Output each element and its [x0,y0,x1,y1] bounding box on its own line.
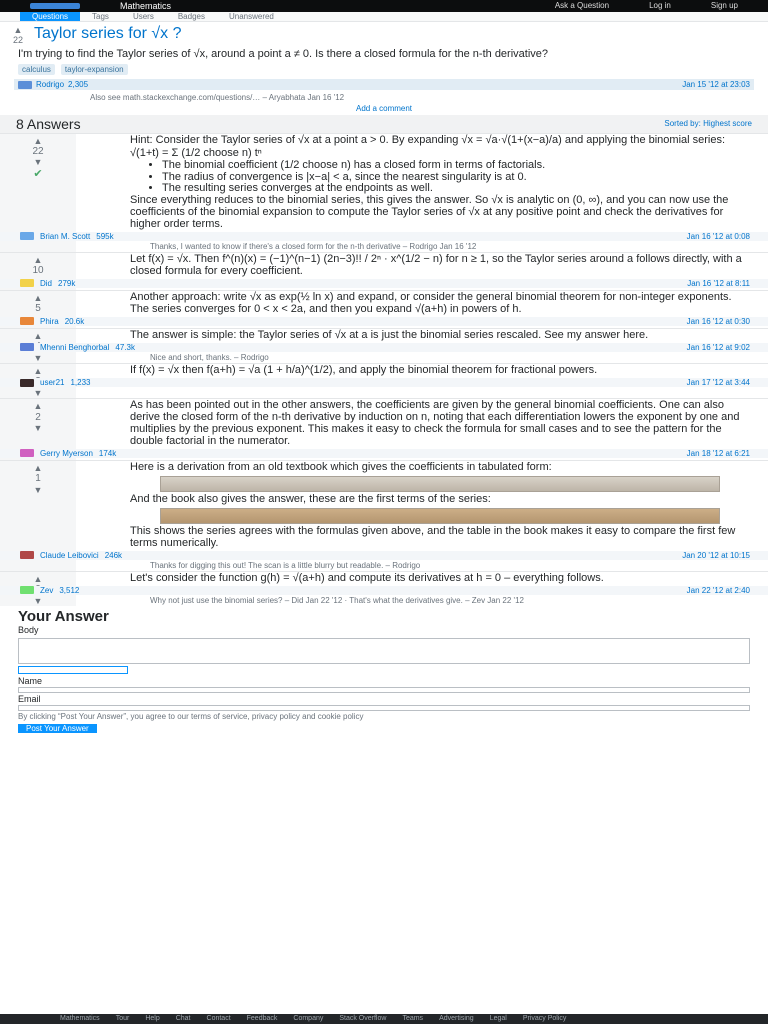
answer-date: Jan 16 '12 at 8:11 [687,278,750,288]
site-name[interactable]: Mathematics [120,0,172,11]
answer [0,252,768,290]
list-item: • The radius of convergence is |x−a| < a, since the nearest singularity is at 0. [162,172,750,184]
answer-user-card [0,551,768,560]
answer-paragraph: Since everything reduces to the binomial series, this gives the answer. So √x is analytic on (0, ∞), and you can now use the coefficients of the binomial expansion to compute the Taylor series of √x at any positive point and check the derivatives for higher order terms. [130,194,729,230]
list-item: • The resulting series converges at the endpoints as well. [162,183,750,195]
answer-comment: Thanks, I wanted to know if there's a closed form for the n-th derivative – Rodrigo Jan 16 '12 [150,241,477,251]
answer-user-name[interactable]: user21 [40,378,65,388]
question-vote [8,25,28,46]
answer-date: Jan 18 '12 at 6:21 [686,448,750,458]
answer-score: 1 [35,473,41,485]
tab-badges[interactable]: Badges [177,11,205,21]
answer-date: Jan 17 '12 at 3:44 [686,378,750,388]
answer-user [20,378,91,387]
answer-user [20,279,75,288]
answers-count: 8 Answers [16,115,81,132]
answer-user-card [0,586,768,595]
upvote-icon[interactable]: ▲ [33,366,43,377]
avatar[interactable] [20,232,34,240]
footer-link[interactable]: Teams [402,1014,424,1022]
tab-users[interactable]: Users [132,11,154,21]
your-answer-title: Your Answer [18,608,109,626]
your-answer-section [0,606,768,736]
footer-link[interactable]: Privacy Policy [522,1014,567,1022]
downvote-icon[interactable]: ▼ [33,484,43,495]
footer-link[interactable]: Help [145,1014,160,1022]
answer-score: 10 [32,265,44,277]
downvote-icon[interactable]: ▼ [33,595,43,606]
avatar[interactable] [20,279,34,287]
answer-date: Jan 16 '12 at 0:30 [686,316,750,326]
answer-paragraph: Let f(x) = √x. Then f^(n)(x) = (−1)^(n−1) (2n−3)!! / 2ⁿ · x^(1/2 − n) for n ≥ 1, so the Taylor series around a follows directly, with a closed formula for every coefficient. [130,253,742,277]
footer-link[interactable]: Advertising [439,1014,474,1022]
downvote-icon[interactable]: ▼ [33,423,43,434]
site-footer [0,1014,768,1024]
avatar[interactable] [20,551,34,559]
footer-link[interactable]: Stack Overflow [339,1014,387,1022]
answer-user-rep: 246k [104,550,123,560]
answer-user-name[interactable]: Brian M. Scott [40,231,91,241]
upvote-icon[interactable]: ▲ [13,25,23,35]
site-logo[interactable] [30,3,80,9]
answer-user-card [0,378,768,387]
answer-comment: Thanks for digging this out! The scan is a little blurry but readable. – Rodrigo [150,560,421,570]
answer-date: Jan 16 '12 at 9:02 [686,342,750,352]
ask-question-link[interactable]: Ask a Question [554,1,610,11]
answer-content [40,328,768,363]
login-button[interactable] [18,666,128,674]
answer-user-name[interactable]: Did [40,278,53,288]
question-tags [0,62,768,77]
answer-date: Jan 16 '12 at 0:08 [686,231,750,241]
answer [0,290,768,328]
answer-user-card [0,232,768,241]
question-body: I'm trying to find the Taylor series of √x, around a point a ≠ 0. Is there a closed formula for the n-th derivative? [18,47,549,60]
answer [0,133,768,252]
footer-link[interactable]: Company [293,1014,324,1022]
answer-paragraph: √(1+t) = Σ (1/2 choose n) tⁿ [130,146,262,159]
answer [0,571,768,606]
answer-user-rep: 595k [96,231,114,241]
footer-link[interactable]: Mathematics [60,1014,100,1022]
answer-user-name[interactable]: Mhenni Benghorbal [40,342,110,352]
answer-score: 5 [35,303,41,315]
upvote-icon[interactable]: ▲ [33,401,43,412]
answer-paragraph: The answer is simple: the Taylor series of √x at a is just the binomial series rescaled. See my answer here. [130,328,649,341]
top-bar [0,0,768,12]
answer-bullet-list [130,160,750,195]
body-label: Body [18,625,39,636]
answer-user-rep: 20.6k [64,316,85,326]
downvote-icon[interactable]: ▼ [33,157,43,168]
add-comment-link[interactable]: Add a comment [355,104,413,114]
question-header [0,22,768,46]
answer-date: Jan 20 '12 at 10:15 [682,550,750,560]
answer-user [20,586,79,595]
answer [0,398,768,460]
answer-user [20,551,122,560]
footer-link[interactable]: Legal [489,1014,507,1022]
footer-link[interactable]: Tour [115,1014,130,1022]
answer-user [20,232,114,241]
answer-textarea[interactable] [18,638,750,664]
answer-user-name[interactable]: Zev [40,585,54,595]
answer-user-rep: 174k [98,448,117,458]
accepted-check-icon: ✔ [33,167,43,180]
email-input[interactable] [18,705,750,711]
name-label: Name [18,675,43,686]
downvote-icon[interactable]: ▼ [33,387,43,398]
answer-date: Jan 22 '12 at 2:40 [686,585,750,595]
answer-comment: Nice and short, thanks. – Rodrigo [150,352,269,362]
answer-user-card [0,279,768,288]
question-user-card [14,79,754,90]
answer-user [20,343,135,352]
answer-user-rep: 1,233 [70,378,91,388]
nav-tabs [0,12,768,22]
answer-paragraph: Another approach: write √x as exp(½ ln x) and expand, or consider the general binomial theorem for non-integer exponents. The series converges for 0 < x < 2a, and then you expand √(a+h) in powers of h. [130,290,732,315]
question-user-name[interactable]: Rodrigo [36,79,65,89]
answer-user-rep: 47.3k [115,342,135,352]
answer-user [20,449,116,458]
tag-calculus[interactable]: calculus [18,64,55,75]
answer-user-rep: 279k [58,278,76,288]
upvote-icon[interactable]: ▲ [33,330,43,341]
answer-user-card [0,449,768,458]
answer [0,363,768,398]
question-user-rep: 2,305 [68,79,89,89]
avatar[interactable] [20,379,34,387]
avatar[interactable] [18,81,32,89]
avatar[interactable] [20,343,34,351]
answers-list [0,133,768,607]
login-link[interactable]: Log in [649,1,671,11]
post-terms-note: By clicking “Post Your Answer”, you agree to our terms of service, privacy policy and cookie policy [18,712,364,722]
answer-content [40,133,768,252]
answer-score: 2 [35,411,41,423]
upvote-icon[interactable]: ▲ [33,463,43,474]
answer-paragraph: This shows the series agrees with the formulas given above, and the table in the book makes it easy to compare the first few terms numerically. [130,524,736,549]
answer [0,328,768,363]
answer-paragraph: And the book also gives the answer, these are the first terms of the series: [130,492,491,505]
upvote-icon[interactable]: ▲ [33,255,43,266]
answer-user-name[interactable]: Claude Leibovici [40,550,99,560]
upvote-icon[interactable]: ▲ [33,292,43,303]
answer-user-rep: 3,512 [59,585,80,595]
question-comment: Also see math.stackexchange.com/questions/… – Aryabhata Jan 16 '12 [90,93,345,103]
tab-tags[interactable]: Tags [92,11,109,21]
post-answer-button[interactable]: Post Your Answer [18,724,97,733]
answer-paragraph: Hint: Consider the Taylor series of √x at a point a > 0. By expanding √x = √a·√(1+(x−a)/a) and applying the binomial series: [130,133,726,146]
list-item: • The binomial coefficient (1/2 choose n) has a closed form in terms of factorials. [162,160,750,172]
sort-select[interactable]: Sorted by: Highest score [664,118,752,128]
answer-score: 22 [32,145,44,157]
answer-paragraph: Here is a derivation from an old textbook which gives the coefficients in tabulated form: [130,461,552,474]
answer-comment: Why not just use the binomial series? – Did Jan 22 '12 · That's what the derivatives give. – Zev Jan 22 '12 [150,595,524,605]
answer [0,460,768,571]
answer-content [40,290,768,328]
footer-link[interactable]: Feedback [246,1014,278,1022]
downvote-icon[interactable]: ▼ [33,352,43,363]
tab-questions[interactable]: Questions [20,12,80,21]
upvote-icon[interactable]: ▲ [33,573,43,584]
question-title[interactable]: Taylor series for √x ? [34,25,182,42]
answer-content [40,461,768,571]
avatar[interactable] [20,449,34,457]
textbook-scan-image [160,476,720,492]
question-date: Jan 15 '12 at 23:03 [682,79,750,89]
email-label: Email [18,694,41,705]
answer-user-card [0,317,768,326]
footer-link[interactable]: Chat [175,1014,191,1022]
answer-user-name[interactable]: Phira [40,316,59,326]
answer-content [40,364,768,398]
answer-paragraph: As has been pointed out in the other answers, the coefficients are given by the general binomial coefficients. One can also derive the closed form of the n-th derivative by induction on n, noting that each differentiation lowers the exponent by one and multiplies by the previous exponent. This makes it easy to check the formula for small cases and to see the pattern for the double factorial in the numerator. [130,399,740,447]
footer-link[interactable]: Contact [206,1014,231,1022]
answer-user [20,317,84,326]
answer-paragraph: If f(x) = √x then f(a+h) = √a (1 + h/a)^(1/2), and apply the binomial theorem for fractional powers. [130,364,598,377]
signup-link[interactable]: Sign up [710,1,738,11]
answers-header [0,115,768,133]
answer-user-name[interactable]: Gerry Myerson [40,448,93,458]
tag-taylor-expansion[interactable]: taylor-expansion [61,64,128,75]
avatar[interactable] [20,317,34,325]
answer-content [40,399,768,460]
question-score: 22 [12,35,23,46]
answer-paragraph: Let's consider the function g(h) = √(a+h) and compute its derivatives at h = 0 – everything follows. [130,571,604,584]
answer-user-card [0,343,768,352]
tab-unanswered[interactable]: Unanswered [228,11,274,21]
avatar[interactable] [20,586,34,594]
answer-content [40,253,768,290]
answer-content [40,571,768,606]
textbook-scan-image [160,508,720,524]
name-input[interactable] [18,687,750,693]
upvote-icon[interactable]: ▲ [33,135,43,146]
